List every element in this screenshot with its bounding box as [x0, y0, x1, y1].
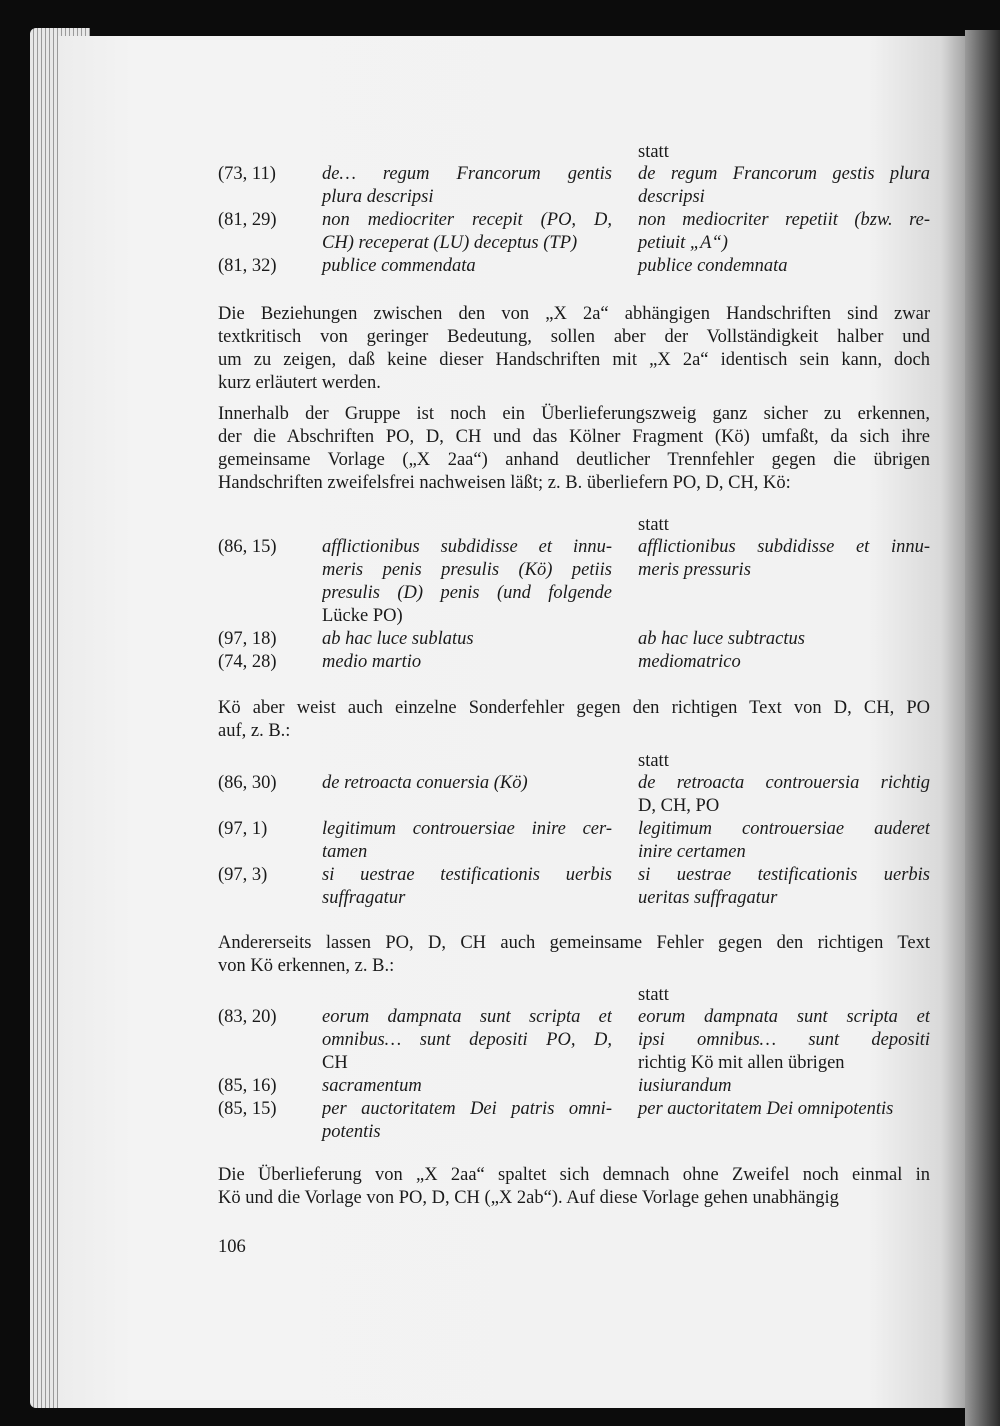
- correct-reading: [638, 772, 930, 818]
- variant-reading: [322, 163, 612, 209]
- paragraph-line: Handschriften zweifelsfrei nachweisen läßt; z. B. überliefern PO, D, CH, Kö:: [218, 473, 791, 493]
- paragraph: [218, 303, 930, 395]
- correct-reading: [638, 163, 930, 209]
- variant-reading-line: per auctoritatem Dei patris omni-: [322, 1099, 612, 1119]
- statt-label: statt: [638, 985, 669, 1005]
- variant-reading-line: CH: [322, 1053, 348, 1073]
- paragraph-line: gemeinsame Vorlage („X 2aa“) anhand deutlicher Trennfehler gegen die übrigen: [218, 450, 930, 470]
- paragraph-line: Die Beziehungen zwischen den von „X 2a“ abhängigen Handschriften sind zwar: [218, 304, 930, 324]
- line-reference: (97, 1): [218, 819, 268, 839]
- variant-reading-line: de… regum Francorum gentis: [322, 164, 612, 184]
- line-reference: (81, 29): [218, 210, 277, 230]
- correct-reading-line: inire certamen: [638, 842, 746, 862]
- correct-reading: [638, 536, 930, 582]
- paragraph-line: auf, z. B.:: [218, 721, 291, 741]
- paragraph: [218, 932, 930, 978]
- correct-reading-line: legitimum controuersiae auderet: [638, 819, 930, 839]
- correct-reading-line: ipsi omnibus… sunt depositi: [638, 1030, 930, 1050]
- correct-reading: [638, 1098, 930, 1121]
- correct-reading-line: si uestrae testificationis uerbis: [638, 865, 930, 885]
- variant-reading: [322, 818, 612, 864]
- correct-reading: [638, 1006, 930, 1075]
- correct-reading-line: ab hac luce subtractus: [638, 629, 805, 649]
- correct-reading-line: eorum dampnata sunt scripta et: [638, 1007, 930, 1027]
- correct-reading-line: afflictionibus subdidisse et innu-: [638, 537, 930, 557]
- variant-reading: [322, 1075, 612, 1098]
- line-reference: (97, 3): [218, 865, 268, 885]
- correct-reading: [638, 628, 930, 651]
- variant-reading-line: eorum dampnata sunt scripta et: [322, 1007, 612, 1027]
- line-reference: (86, 15): [218, 537, 277, 557]
- book-gutter: [965, 30, 1000, 1426]
- variant-reading-line: sacramentum: [322, 1076, 422, 1096]
- line-reference: (74, 28): [218, 652, 277, 672]
- variant-reading: [322, 1006, 612, 1075]
- variant-reading: [322, 209, 612, 255]
- correct-reading: [638, 818, 930, 864]
- paragraph-line: Andererseits lassen PO, D, CH auch gemeinsame Fehler gegen den richtigen Text: [218, 933, 930, 953]
- line-reference: (81, 32): [218, 256, 277, 276]
- paragraph-line: Kö aber weist auch einzelne Sonderfehler gegen den richtigen Text von D, CH, PO: [218, 698, 930, 718]
- variant-reading: [322, 628, 612, 651]
- paragraph-line: um zu zeigen, daß keine dieser Handschriften mit „X 2a“ identisch sein kann, doch: [218, 350, 930, 370]
- line-reference: (97, 18): [218, 629, 277, 649]
- correct-reading-line: D, CH, PO: [638, 796, 720, 816]
- variant-reading-line: de retroacta conuersia (Kö): [322, 773, 528, 793]
- variant-reading-line: tamen: [322, 842, 368, 862]
- correct-reading-line: ueritas suffragatur: [638, 888, 778, 908]
- variant-reading: [322, 536, 612, 628]
- correct-reading: [638, 864, 930, 910]
- variant-reading-line: medio martio: [322, 652, 422, 672]
- correct-reading: [638, 1075, 930, 1098]
- line-reference: (83, 20): [218, 1007, 277, 1027]
- correct-reading-line: per auctoritatem Dei omnipotentis: [638, 1099, 894, 1119]
- line-reference: (85, 15): [218, 1099, 277, 1119]
- variant-reading-line: afflictionibus subdidisse et innu-: [322, 537, 612, 557]
- variant-reading-line: ab hac luce sublatus: [322, 629, 474, 649]
- paragraph: [218, 403, 930, 495]
- variant-reading-line: presulis (D) penis (und folgende: [322, 583, 612, 603]
- correct-reading-line: mediomatrico: [638, 652, 741, 672]
- paragraph-line: Kö und die Vorlage von PO, D, CH („X 2ab“). Auf diese Vorlage gehen unabhängig: [218, 1188, 839, 1208]
- correct-reading-line: descripsi: [638, 187, 705, 207]
- paragraph-line: der die Abschriften PO, D, CH und das Kölner Fragment (Kö) umfaßt, da sich ihre: [218, 427, 930, 447]
- variant-reading-line: omnibus… sunt depositi PO, D,: [322, 1030, 612, 1050]
- correct-reading-line: richtig Kö mit allen übrigen: [638, 1053, 845, 1073]
- correct-reading-line: de retroacta controuersia richtig: [638, 773, 930, 793]
- correct-reading-line: non mediocriter repetiit (bzw. re-: [638, 210, 930, 230]
- paragraph-line: textkritisch von geringer Bedeutung, sollen aber der Vollständigkeit halber und: [218, 327, 930, 347]
- variant-reading-line: suffragatur: [322, 888, 406, 908]
- correct-reading-line: meris pressuris: [638, 560, 751, 580]
- line-reference: (86, 30): [218, 773, 277, 793]
- variant-reading: [322, 255, 612, 278]
- variant-reading-line: non mediocriter recepit (PO, D,: [322, 210, 612, 230]
- statt-label: statt: [638, 142, 669, 162]
- correct-reading-line: de regum Francorum gestis plura: [638, 164, 930, 184]
- correct-reading-line: publice condemnata: [638, 256, 788, 276]
- correct-reading: [638, 255, 930, 278]
- variant-reading-line: legitimum controuersiae inire cer-: [322, 819, 612, 839]
- correct-reading: [638, 209, 930, 255]
- statt-label: statt: [638, 751, 669, 771]
- paragraph-line: von Kö erkennen, z. B.:: [218, 956, 395, 976]
- variant-reading: [322, 772, 612, 795]
- variant-reading-line: Lücke PO): [322, 606, 403, 626]
- paragraph-line: Die Überlieferung von „X 2aa“ spaltet sich demnach ohne Zweifel noch einmal in: [218, 1165, 930, 1185]
- correct-reading-line: iusiurandum: [638, 1076, 732, 1096]
- paragraph-line: Innerhalb der Gruppe ist noch ein Überlieferungszweig ganz sicher zu erkennen,: [218, 404, 930, 424]
- paragraph: [218, 697, 930, 743]
- variant-reading: [322, 651, 612, 674]
- statt-label: statt: [638, 515, 669, 535]
- variant-reading: [322, 864, 612, 910]
- line-reference: (73, 11): [218, 164, 276, 184]
- variant-reading-line: plura descripsi: [322, 187, 434, 207]
- variant-reading-line: CH) receperat (LU) deceptus (TP): [322, 233, 578, 253]
- paragraph: [218, 1164, 930, 1210]
- variant-reading: [322, 1098, 612, 1144]
- variant-reading-line: meris penis presulis (Kö) petiis: [322, 560, 612, 580]
- variant-reading-line: potentis: [322, 1122, 381, 1142]
- page-number: 106: [218, 1237, 246, 1257]
- variant-reading-line: publice commendata: [322, 256, 476, 276]
- correct-reading: [638, 651, 930, 674]
- correct-reading-line: petiuit „A“): [638, 233, 728, 253]
- paragraph-line: kurz erläutert werden.: [218, 373, 381, 393]
- line-reference: (85, 16): [218, 1076, 277, 1096]
- variant-reading-line: si uestrae testificationis uerbis: [322, 865, 612, 885]
